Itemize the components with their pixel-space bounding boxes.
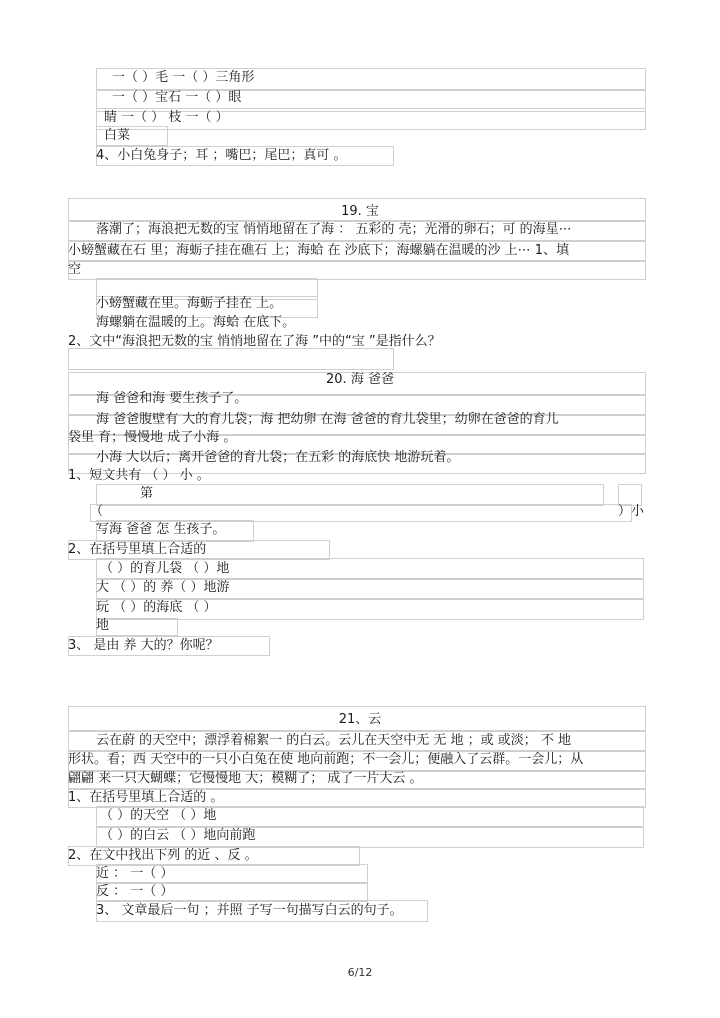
s21-question-3: 3、 文章最后一句 ；并照 子写一句描写白云的句子。: [96, 903, 403, 918]
section-20-title: 20. 海 爸爸: [326, 372, 394, 387]
s20-question-1c-left: （: [90, 504, 104, 519]
s20-question-2: 2、在括号里填上合适的: [68, 542, 207, 557]
measure-word-row-4: 白菜: [104, 128, 131, 143]
form-box: [96, 484, 604, 506]
s21-fill-row-2: （ ）的白云 （ ）地向前跑: [100, 828, 256, 843]
s21-question-1: 1、在括号里填上合适的 。: [68, 790, 224, 805]
s21-antonym: 反 ： 一（ ）: [96, 884, 174, 899]
s20-paragraph-2a: 海 爸爸腹壁有 大的育儿袋；海 把幼卵 在海 爸爸的育儿袋里；幼卵在爸爸的育儿: [96, 412, 559, 427]
measure-word-row-1: 一（ ）毛 一（ ）三角形: [112, 70, 255, 85]
s21-paragraph-line-2: 形状。看；西 天空中的一只小白兔在使 地向前跑；不一会儿；便融入了云群。一会儿；从: [68, 752, 584, 767]
s21-paragraph-line-1: 云在蔚 的天空中；漂浮着棉絮一 的白云。云儿在天空中无 无 地 ；或 或淡； 不 地: [96, 733, 572, 748]
measure-word-row-3: 睛 一（ ） 枝 一（ ）: [104, 110, 229, 125]
s19-question-2: 2、文中“海浪把无数的宝 悄悄地留在了海 ”中的“宝 ”是指什么？: [68, 334, 441, 349]
s20-fill-row-3: 玩 （ ）的海底 （ ）: [96, 600, 217, 615]
s19-paragraph-line-1: 落潮了；海浪把无数的宝 悄悄地留在了海 ： 五彩的 壳；光滑的卵石；可 的海星⋯: [96, 222, 572, 237]
measure-word-row-2: 一（ ）宝石 一（ ）眼: [112, 90, 242, 105]
form-box: [618, 484, 642, 506]
form-box: [68, 260, 646, 280]
s20-question-1c-right: ）小: [618, 504, 645, 519]
section-21-title: 21、云: [338, 712, 382, 727]
section-19-title: 19. 宝: [341, 204, 379, 219]
s21-question-2: 2、在文中找出下列 的近 、反 。: [68, 848, 258, 863]
s20-fill-row-4: 地: [96, 618, 110, 633]
s20-question-1b: 第: [140, 486, 154, 501]
s21-near-synonym: 近 ： 一（ ）: [96, 866, 174, 881]
page-number: 6/12: [347, 966, 373, 979]
s19-fill-line-1: 小螃蟹藏在里。海蛎子挂在 上。: [96, 296, 283, 311]
s21-fill-row-1: （ ）的天空 （ ）地: [100, 808, 217, 823]
form-box: [68, 348, 394, 370]
s20-fill-row-1: （ ）的育儿袋 （ ）地: [100, 561, 230, 576]
s19-fill-line-2: 海螺躺在温暖的上。海蛤 在底下。: [96, 315, 296, 330]
question-4: 4、小白兔身子；耳 ；嘴巴；尾巴；真可 。: [96, 148, 347, 163]
s20-question-3: 3、 是由 养 大的？你呢？: [68, 638, 219, 653]
s20-question-1d: 写海 爸爸 怎 生孩子。: [96, 522, 226, 537]
s19-paragraph-line-3: 空: [68, 262, 82, 277]
s21-paragraph-line-3: 翩翩 来一只大蝴蝶；它慢慢地 大；模糊了； 成了一片大云 。: [68, 771, 423, 786]
s20-paragraph-2b: 袋里 育；慢慢地 成了小海 。: [68, 430, 237, 445]
s20-fill-row-2: 大 （ ）的 养（ ）地游: [96, 580, 230, 595]
s20-question-1a: 1、短文共有 （ ） 小 。: [68, 468, 210, 483]
s20-paragraph-3: 小海 大以后；离开爸爸的育儿袋；在五彩 的海底快 地游玩着。: [96, 450, 460, 465]
s19-paragraph-line-2: 小螃蟹藏在石 里；海蛎子挂在礁石 上；海蛤 在 沙底下；海螺躺在温暖的沙 上⋯ 1、填: [68, 243, 570, 258]
s20-paragraph-1: 海 爸爸和海 要生孩子了。: [96, 391, 248, 406]
